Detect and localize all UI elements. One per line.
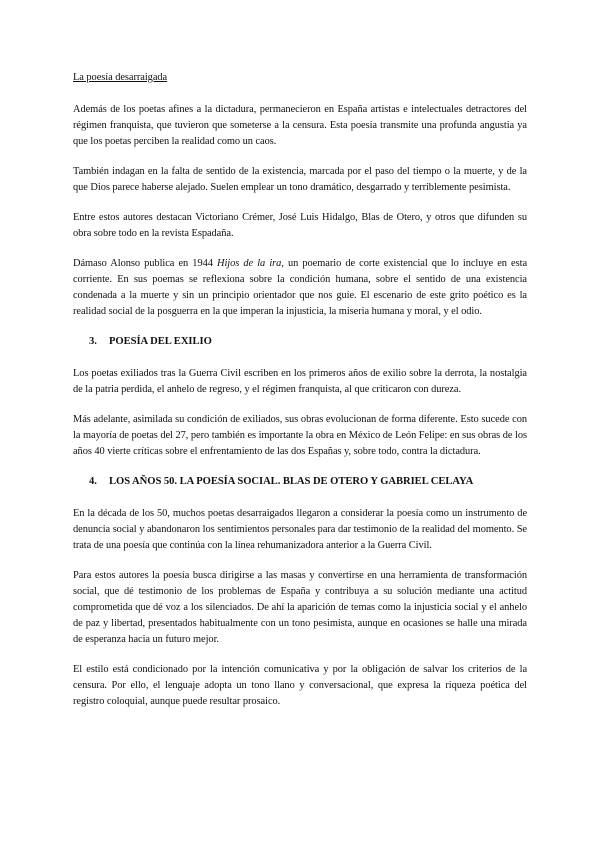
paragraph-2: También indagan en la falta de sentido de la existencia, marcada por el paso del tiempo o la muerte, y de la que Dios parece haberse alejado. Suelen emplear un tono dramático, desgarrado y terriblemente pesimista. (73, 166, 527, 193)
paragraph-8: Para estos autores la poesía busca dirigirse a las masas y convertirse en una herramienta de transformación social, que dé testimonio de los problemas de España y contribuya a su solución mediante una actitud comprometida que dé voz a los silenciados. De ahí la aparición de temas como la injusticia social y el anhelo de paz y libertad, presentados habitualmente con un tono pesimista, aunque en ocasiones se halle una mirada de esperanza hacia un futuro mejor. (73, 570, 527, 645)
paragraph-4 (73, 256, 527, 320)
heading-3-text: POESÍA DEL EXILIO (109, 336, 212, 347)
paragraph-9: El estilo está condicionado por la intención comunicativa y por la obligación de salvar los criterios de la censura. Por ello, el lenguaje adopta un tono llano y conversacional, que expresa la riqueza poética del registro coloquial, aunque puede resultar prosaico. (73, 664, 527, 707)
heading-section-4 (89, 474, 527, 490)
heading-3-number: 3. (89, 336, 97, 347)
paragraph-4-end: , un poemario de corte existencial que lo incluye en esta corriente. En sus poemas se reflexiona sobre la condición humana, sobre el sentido de una existencia condenada a la muerte y sin un principio orientador que nos guíe. El escenario de este grito poético es la realidad social de la posguerra en la que imperan la injusticia, la miseria humana y moral, y el odio. (73, 258, 528, 317)
heading-4-text: LOS AÑOS 50. LA POESÍA SOCIAL. BLAS DE OTERO Y GABRIEL CELAYA (109, 476, 474, 487)
section-subtitle: La poesía desarraigada (73, 72, 168, 83)
heading-section-3 (89, 334, 527, 350)
heading-4-number: 4. (89, 476, 97, 487)
book-title: Hijos de la ira (217, 258, 282, 269)
paragraph-4-start: Dámaso Alonso publica en 1944 (73, 258, 218, 269)
paragraph-1: Además de los poetas afines a la dictadura, permanecieron en España artistas e intelectuales detractores del régimen franquista, que tuvieron que someterse a la censura. Esta poesía transmite una profunda angustia ya que los poetas perciben la realidad como un caos. (73, 104, 527, 147)
paragraph-6: Más adelante, asimilada su condición de exiliados, sus obras evolucionan de forma diferente. Esto sucede con la mayoría de poetas del 27, pero también es importante la obra en México de León Felipe: en sus obras de los años 40 vierte críticas sobre el enfrentamiento de las dos Españas y, sobre todo, contra la dictadura. (73, 414, 527, 457)
paragraph-5: Los poetas exiliados tras la Guerra Civil escriben en los primeros años de exilio sobre la derrota, la nostalgia de la patria perdida, el anhelo de regreso, y el régimen franquista, al que criticaron con dureza. (73, 368, 527, 395)
paragraph-7: En la década de los 50, muchos poetas desarraigados llegaron a considerar la poesía como un instrumento de denuncia social y abandonaron los sentimientos personales para dar testimonio de la realidad del momento. Se trata de una poesía que continúa con la línea rehumanizadora anterior a la Guerra Civil. (73, 508, 527, 551)
paragraph-3: Entre estos autores destacan Victoriano Crémer, José Luis Hidalgo, Blas de Otero, y otros que difunden su obra sobre todo en la revista Espadaña. (73, 212, 527, 239)
